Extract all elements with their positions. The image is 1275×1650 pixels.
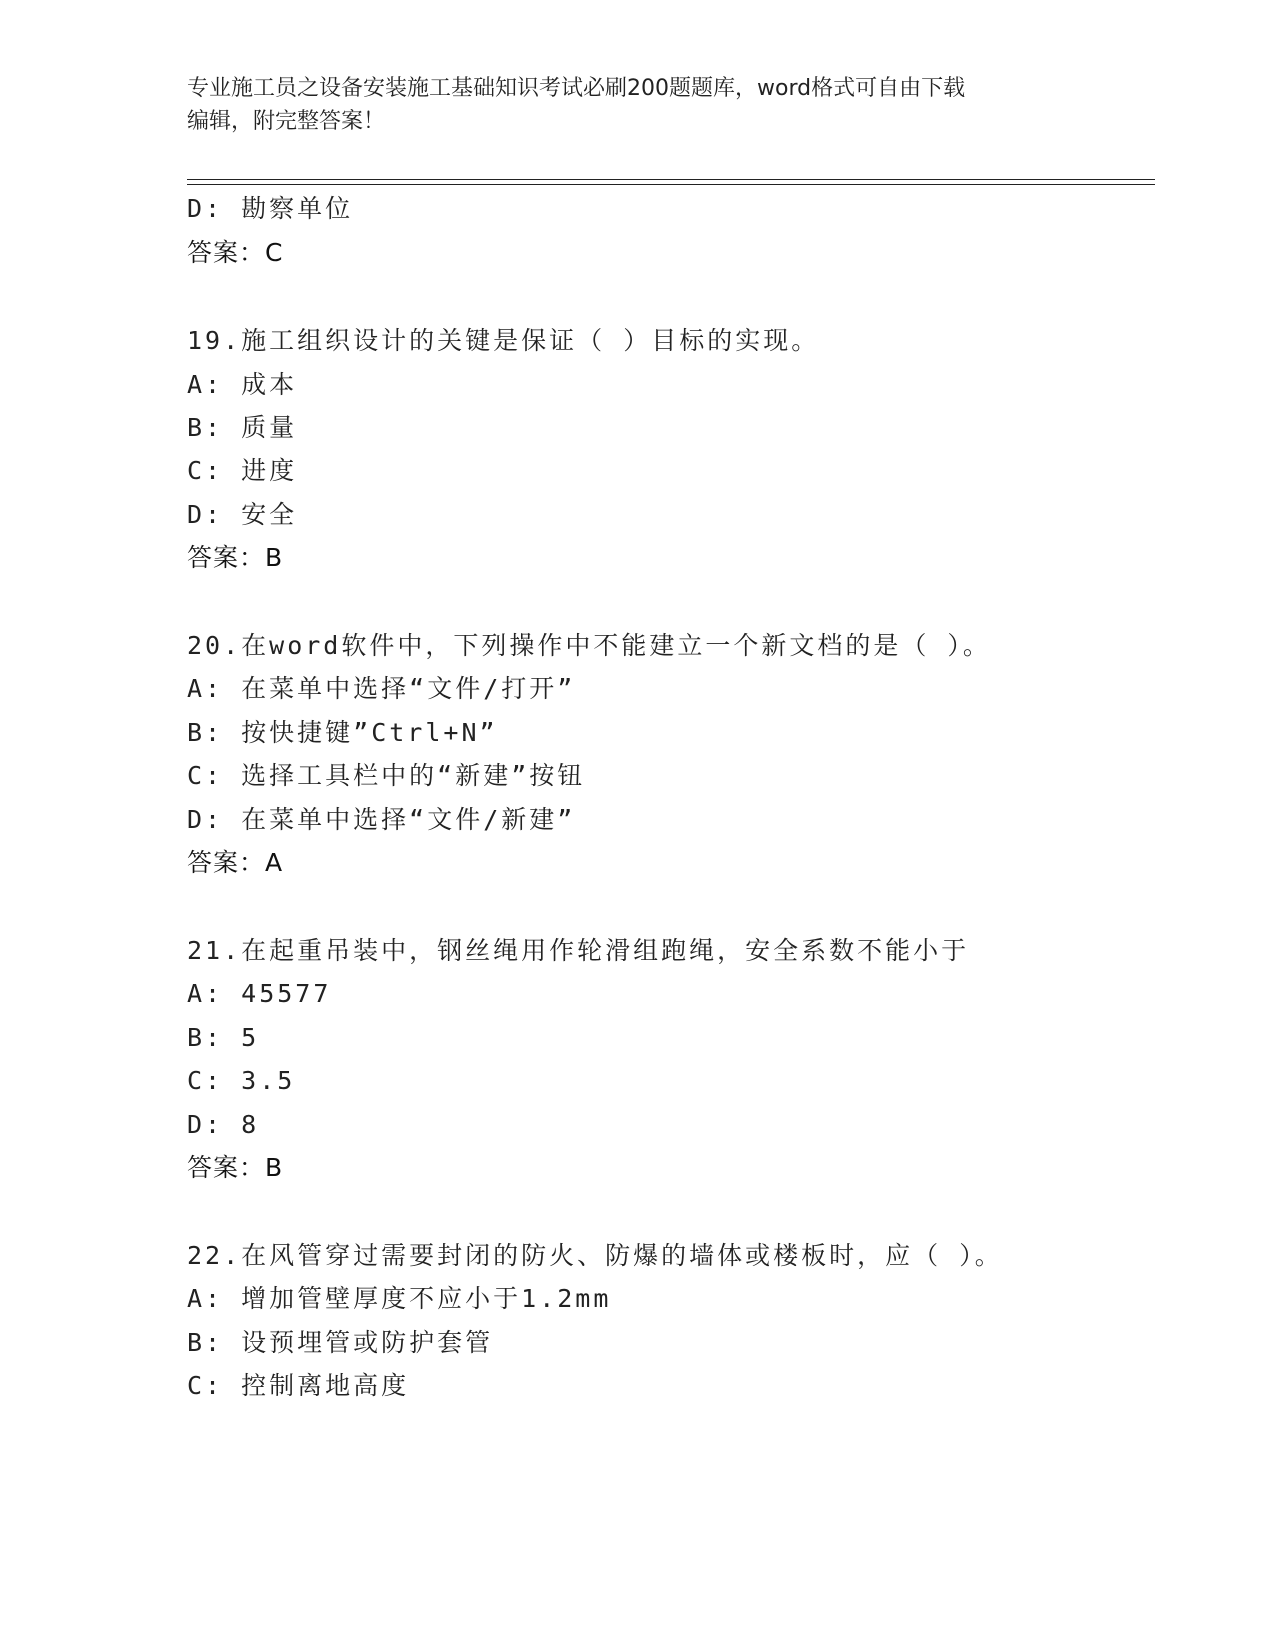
answer-line: 答案：A xyxy=(187,848,284,877)
header-divider-top xyxy=(187,179,1155,180)
question-19: 19.施工组织设计的关键是保证（ ）目标的实现。 xyxy=(187,326,820,355)
option-b: B: 质量 xyxy=(187,413,298,442)
option-b: B: 5 xyxy=(187,1023,260,1052)
question-20: 20.在word软件中，下列操作中不能建立一个新文档的是（ ）。 xyxy=(187,631,991,660)
option-b: B: 按快捷键”Ctrl+N” xyxy=(187,718,498,747)
answer-line: 答案：C xyxy=(187,238,284,267)
option-d: D: 安全 xyxy=(187,500,298,529)
question-21: 21.在起重吊装中，钢丝绳用作轮滑组跑绳，安全系数不能小于 xyxy=(187,936,970,965)
option-b: B: 设预埋管或防护套管 xyxy=(187,1328,494,1357)
answer-line: 答案：B xyxy=(187,1153,284,1182)
option-d: D: 勘察单位 xyxy=(187,194,354,223)
option-d: D: 在菜单中选择“文件/新建” xyxy=(187,805,576,834)
option-c: C: 选择工具栏中的“新建”按钮 xyxy=(187,761,586,790)
header-line-1: 专业施工员之设备安装施工基础知识考试必刷200题题库，word格式可自由下载 xyxy=(187,76,966,101)
question-22: 22.在风管穿过需要封闭的防火、防爆的墙体或楼板时，应（ ）。 xyxy=(187,1241,1003,1270)
header-line-2: 编辑，附完整答案！ xyxy=(187,109,386,134)
option-a: A: 增加管壁厚度不应小于1.2mm xyxy=(187,1284,612,1313)
document-header xyxy=(187,72,1067,138)
option-c: C: 进度 xyxy=(187,456,298,485)
header-divider-bottom xyxy=(187,184,1155,185)
option-a: A: 45577 xyxy=(187,979,332,1008)
option-d: D: 8 xyxy=(187,1110,260,1139)
option-a: A: 成本 xyxy=(187,370,298,399)
option-c: C: 3.5 xyxy=(187,1066,296,1095)
answer-line: 答案：B xyxy=(187,543,284,572)
option-a: A: 在菜单中选择“文件/打开” xyxy=(187,674,576,703)
option-c: C: 控制离地高度 xyxy=(187,1371,410,1400)
